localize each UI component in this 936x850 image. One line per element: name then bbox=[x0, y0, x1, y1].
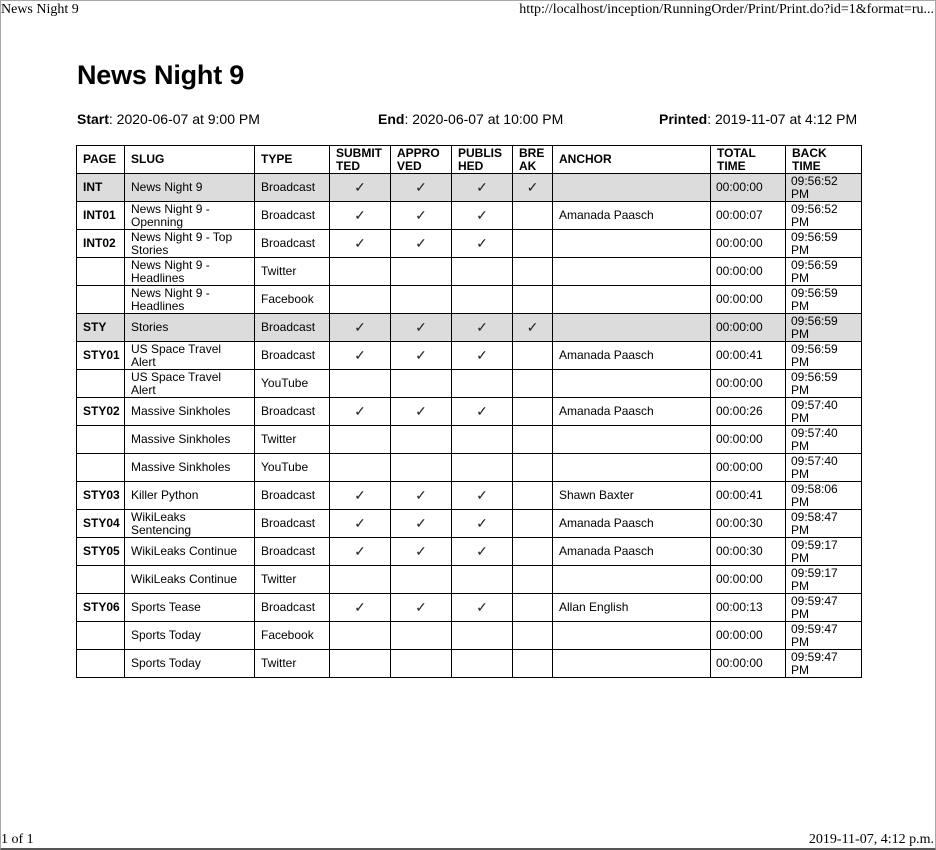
slug-cell: Massive Sinkholes bbox=[125, 398, 255, 426]
type-cell: Twitter bbox=[255, 566, 330, 594]
segment-row bbox=[77, 174, 862, 202]
total-time-cell: 00:00:00 bbox=[711, 286, 786, 314]
total-time-cell: 00:00:00 bbox=[711, 622, 786, 650]
approved-cell bbox=[391, 286, 452, 314]
table-row bbox=[77, 202, 862, 230]
running-order-table bbox=[76, 145, 862, 678]
submitted-cell bbox=[330, 454, 391, 482]
checkmark-icon: ✓ bbox=[354, 179, 366, 195]
approved-cell bbox=[391, 622, 452, 650]
type-cell: Broadcast bbox=[255, 482, 330, 510]
back-time-cell: 09:56:59 PM bbox=[786, 286, 862, 314]
anchor-cell bbox=[553, 622, 711, 650]
checkmark-icon: ✓ bbox=[526, 319, 539, 335]
published-cell bbox=[452, 398, 513, 426]
break-cell bbox=[513, 286, 553, 314]
col-slug-header: SLUG bbox=[125, 146, 255, 174]
type-cell: Broadcast bbox=[255, 174, 330, 202]
published-cell bbox=[452, 230, 513, 258]
checkmark-icon: ✓ bbox=[476, 543, 488, 559]
checkmark-icon: ✓ bbox=[354, 207, 366, 223]
page-cell: STY05 bbox=[77, 538, 125, 566]
break-cell bbox=[513, 258, 553, 286]
checkmark-icon: ✓ bbox=[354, 543, 366, 559]
slug-cell: US Space Travel Alert bbox=[125, 370, 255, 398]
col-published-header: PUBLIS HED bbox=[452, 146, 513, 174]
checkmark-icon: ✓ bbox=[354, 487, 366, 503]
checkmark-icon: ✓ bbox=[526, 179, 539, 195]
page-cell bbox=[77, 370, 125, 398]
col-page-header: PAGE bbox=[77, 146, 125, 174]
table-row bbox=[77, 538, 862, 566]
slug-cell: Massive Sinkholes bbox=[125, 426, 255, 454]
submitted-cell bbox=[330, 230, 391, 258]
total-time-cell: 00:00:00 bbox=[711, 258, 786, 286]
page-cell: STY bbox=[77, 314, 125, 342]
checkmark-icon: ✓ bbox=[354, 515, 366, 531]
table-row bbox=[77, 482, 862, 510]
anchor-cell bbox=[553, 286, 711, 314]
col-anchor-header: ANCHOR bbox=[553, 146, 711, 174]
print-footer-datetime: 2019-11-07, 4:12 p.m. bbox=[808, 832, 934, 847]
total-time-cell: 00:00:41 bbox=[711, 342, 786, 370]
approved-cell bbox=[391, 202, 452, 230]
page-cell bbox=[77, 622, 125, 650]
published-cell bbox=[452, 370, 513, 398]
printed-label: Printed bbox=[659, 111, 708, 127]
approved-cell bbox=[391, 454, 452, 482]
checkmark-icon: ✓ bbox=[476, 235, 488, 251]
back-time-cell: 09:59:47 PM bbox=[786, 594, 862, 622]
table-row bbox=[77, 454, 862, 482]
submitted-cell bbox=[330, 286, 391, 314]
back-time-cell: 09:57:40 PM bbox=[786, 426, 862, 454]
break-cell bbox=[513, 174, 553, 202]
back-time-cell: 09:56:59 PM bbox=[786, 258, 862, 286]
page-cell: STY01 bbox=[77, 342, 125, 370]
approved-cell bbox=[391, 230, 452, 258]
published-cell bbox=[452, 314, 513, 342]
type-cell: YouTube bbox=[255, 454, 330, 482]
page-cell: STY02 bbox=[77, 398, 125, 426]
col-type-header: TYPE bbox=[255, 146, 330, 174]
page-cell: STY06 bbox=[77, 594, 125, 622]
total-time-cell: 00:00:00 bbox=[711, 650, 786, 678]
break-cell bbox=[513, 342, 553, 370]
break-cell bbox=[513, 314, 553, 342]
checkmark-icon: ✓ bbox=[354, 599, 366, 615]
type-cell: YouTube bbox=[255, 370, 330, 398]
end-label: End bbox=[378, 111, 405, 127]
table-row bbox=[77, 510, 862, 538]
checkmark-icon: ✓ bbox=[415, 235, 427, 251]
checkmark-icon: ✓ bbox=[415, 543, 427, 559]
back-time-cell: 09:56:59 PM bbox=[786, 370, 862, 398]
checkmark-icon: ✓ bbox=[354, 403, 366, 419]
col-submitted-header: SUBMIT TED bbox=[330, 146, 391, 174]
anchor-cell: Amanada Paasch bbox=[553, 510, 711, 538]
published-cell bbox=[452, 342, 513, 370]
back-time-cell: 09:58:06 PM bbox=[786, 482, 862, 510]
approved-cell bbox=[391, 538, 452, 566]
slug-cell: News Night 9 - Headlines bbox=[125, 286, 255, 314]
slug-cell: Massive Sinkholes bbox=[125, 454, 255, 482]
break-cell bbox=[513, 426, 553, 454]
checkmark-icon: ✓ bbox=[476, 347, 488, 363]
anchor-cell bbox=[553, 258, 711, 286]
anchor-cell bbox=[553, 566, 711, 594]
anchor-cell bbox=[553, 454, 711, 482]
checkmark-icon: ✓ bbox=[415, 403, 427, 419]
type-cell: Facebook bbox=[255, 622, 330, 650]
slug-cell: US Space Travel Alert bbox=[125, 342, 255, 370]
slug-cell: News Night 9 bbox=[125, 174, 255, 202]
type-cell: Twitter bbox=[255, 650, 330, 678]
back-time-cell: 09:59:17 PM bbox=[786, 566, 862, 594]
checkmark-icon: ✓ bbox=[415, 319, 427, 335]
break-cell bbox=[513, 230, 553, 258]
anchor-cell: Allan English bbox=[553, 594, 711, 622]
slug-cell: News Night 9 - Headlines bbox=[125, 258, 255, 286]
total-time-cell: 00:00:41 bbox=[711, 482, 786, 510]
page-title: News Night 9 bbox=[77, 60, 245, 90]
slug-cell: Sports Today bbox=[125, 622, 255, 650]
break-cell bbox=[513, 566, 553, 594]
published-cell bbox=[452, 174, 513, 202]
anchor-cell bbox=[553, 314, 711, 342]
type-cell: Broadcast bbox=[255, 230, 330, 258]
page-cell: INT bbox=[77, 174, 125, 202]
published-cell bbox=[452, 650, 513, 678]
col-approved-header: APPRO VED bbox=[391, 146, 452, 174]
total-time-cell: 00:00:13 bbox=[711, 594, 786, 622]
checkmark-icon: ✓ bbox=[476, 515, 488, 531]
page-cell bbox=[77, 454, 125, 482]
page-cell: STY03 bbox=[77, 482, 125, 510]
checkmark-icon: ✓ bbox=[354, 319, 366, 335]
back-time-cell: 09:57:40 PM bbox=[786, 454, 862, 482]
table-header-row bbox=[77, 146, 862, 174]
approved-cell bbox=[391, 594, 452, 622]
page-cell bbox=[77, 286, 125, 314]
checkmark-icon: ✓ bbox=[476, 179, 488, 195]
approved-cell bbox=[391, 482, 452, 510]
checkmark-icon: ✓ bbox=[476, 403, 488, 419]
published-cell bbox=[452, 482, 513, 510]
published-cell bbox=[452, 454, 513, 482]
slug-cell: WikiLeaks Continue bbox=[125, 566, 255, 594]
slug-cell: WikiLeaks Continue bbox=[125, 538, 255, 566]
printed-value: : 2019-11-07 at 4:12 PM bbox=[707, 111, 858, 127]
break-cell bbox=[513, 510, 553, 538]
table-row bbox=[77, 258, 862, 286]
col-back-time-header: BACK TIME bbox=[786, 146, 862, 174]
published-cell bbox=[452, 538, 513, 566]
checkmark-icon: ✓ bbox=[415, 179, 427, 195]
table-row bbox=[77, 622, 862, 650]
table-row bbox=[77, 566, 862, 594]
total-time-cell: 00:00:00 bbox=[711, 454, 786, 482]
anchor-cell bbox=[553, 174, 711, 202]
approved-cell bbox=[391, 650, 452, 678]
back-time-cell: 09:56:59 PM bbox=[786, 230, 862, 258]
break-cell bbox=[513, 538, 553, 566]
total-time-cell: 00:00:07 bbox=[711, 202, 786, 230]
anchor-cell: Amanada Paasch bbox=[553, 398, 711, 426]
back-time-cell: 09:56:59 PM bbox=[786, 342, 862, 370]
table-body bbox=[77, 174, 862, 678]
slug-cell: Sports Today bbox=[125, 650, 255, 678]
back-time-cell: 09:59:17 PM bbox=[786, 538, 862, 566]
checkmark-icon: ✓ bbox=[415, 515, 427, 531]
page-cell: INT01 bbox=[77, 202, 125, 230]
print-footer-page: 1 of 1 bbox=[1, 832, 34, 847]
start-value: : 2020-06-07 at 9:00 PM bbox=[108, 111, 260, 127]
published-cell bbox=[452, 426, 513, 454]
total-time-cell: 00:00:00 bbox=[711, 230, 786, 258]
submitted-cell bbox=[330, 650, 391, 678]
checkmark-icon: ✓ bbox=[476, 319, 488, 335]
submitted-cell bbox=[330, 426, 391, 454]
type-cell: Broadcast bbox=[255, 202, 330, 230]
checkmark-icon: ✓ bbox=[415, 347, 427, 363]
total-time-cell: 00:00:00 bbox=[711, 426, 786, 454]
anchor-cell bbox=[553, 650, 711, 678]
total-time-cell: 00:00:00 bbox=[711, 566, 786, 594]
printed-info bbox=[659, 111, 857, 127]
submitted-cell bbox=[330, 398, 391, 426]
type-cell: Broadcast bbox=[255, 342, 330, 370]
type-cell: Twitter bbox=[255, 426, 330, 454]
checkmark-icon: ✓ bbox=[415, 487, 427, 503]
break-cell bbox=[513, 202, 553, 230]
total-time-cell: 00:00:00 bbox=[711, 370, 786, 398]
published-cell bbox=[452, 286, 513, 314]
approved-cell bbox=[391, 398, 452, 426]
table-row bbox=[77, 426, 862, 454]
end-info bbox=[378, 111, 563, 127]
published-cell bbox=[452, 622, 513, 650]
submitted-cell bbox=[330, 342, 391, 370]
checkmark-icon: ✓ bbox=[415, 207, 427, 223]
slug-cell: News Night 9 - Openning bbox=[125, 202, 255, 230]
col-total-time-header: TOTAL TIME bbox=[711, 146, 786, 174]
type-cell: Broadcast bbox=[255, 594, 330, 622]
type-cell: Broadcast bbox=[255, 510, 330, 538]
table-row bbox=[77, 650, 862, 678]
approved-cell bbox=[391, 566, 452, 594]
table-row bbox=[77, 230, 862, 258]
total-time-cell: 00:00:00 bbox=[711, 174, 786, 202]
back-time-cell: 09:56:59 PM bbox=[786, 314, 862, 342]
anchor-cell: Amanada Paasch bbox=[553, 342, 711, 370]
approved-cell bbox=[391, 370, 452, 398]
approved-cell bbox=[391, 314, 452, 342]
page-cell: STY04 bbox=[77, 510, 125, 538]
break-cell bbox=[513, 370, 553, 398]
anchor-cell: Shawn Baxter bbox=[553, 482, 711, 510]
total-time-cell: 00:00:30 bbox=[711, 510, 786, 538]
approved-cell bbox=[391, 258, 452, 286]
break-cell bbox=[513, 398, 553, 426]
slug-cell: WikiLeaks Sentencing bbox=[125, 510, 255, 538]
slug-cell: Killer Python bbox=[125, 482, 255, 510]
checkmark-icon: ✓ bbox=[354, 347, 366, 363]
type-cell: Twitter bbox=[255, 258, 330, 286]
slug-cell: Stories bbox=[125, 314, 255, 342]
page-cell bbox=[77, 566, 125, 594]
type-cell: Facebook bbox=[255, 286, 330, 314]
approved-cell bbox=[391, 174, 452, 202]
anchor-cell bbox=[553, 426, 711, 454]
total-time-cell: 00:00:30 bbox=[711, 538, 786, 566]
type-cell: Broadcast bbox=[255, 314, 330, 342]
page-cell: INT02 bbox=[77, 230, 125, 258]
approved-cell bbox=[391, 342, 452, 370]
break-cell bbox=[513, 650, 553, 678]
start-info bbox=[77, 111, 260, 127]
table-row bbox=[77, 398, 862, 426]
back-time-cell: 09:59:47 PM bbox=[786, 622, 862, 650]
segment-row bbox=[77, 314, 862, 342]
type-cell: Broadcast bbox=[255, 538, 330, 566]
break-cell bbox=[513, 454, 553, 482]
checkmark-icon: ✓ bbox=[476, 207, 488, 223]
submitted-cell bbox=[330, 594, 391, 622]
submitted-cell bbox=[330, 482, 391, 510]
break-cell bbox=[513, 482, 553, 510]
page-cell bbox=[77, 650, 125, 678]
published-cell bbox=[452, 510, 513, 538]
submitted-cell bbox=[330, 202, 391, 230]
start-label: Start bbox=[77, 111, 109, 127]
end-value: : 2020-06-07 at 10:00 PM bbox=[404, 111, 564, 127]
approved-cell bbox=[391, 426, 452, 454]
slug-cell: Sports Tease bbox=[125, 594, 255, 622]
checkmark-icon: ✓ bbox=[476, 487, 488, 503]
back-time-cell: 09:59:47 PM bbox=[786, 650, 862, 678]
back-time-cell: 09:57:40 PM bbox=[786, 398, 862, 426]
anchor-cell bbox=[553, 230, 711, 258]
checkmark-icon: ✓ bbox=[476, 599, 488, 615]
published-cell bbox=[452, 202, 513, 230]
submitted-cell bbox=[330, 258, 391, 286]
checkmark-icon: ✓ bbox=[415, 599, 427, 615]
published-cell bbox=[452, 258, 513, 286]
anchor-cell: Amanada Paasch bbox=[553, 202, 711, 230]
back-time-cell: 09:56:52 PM bbox=[786, 174, 862, 202]
checkmark-icon: ✓ bbox=[354, 235, 366, 251]
total-time-cell: 00:00:00 bbox=[711, 314, 786, 342]
page-cell bbox=[77, 426, 125, 454]
submitted-cell bbox=[330, 510, 391, 538]
submitted-cell bbox=[330, 174, 391, 202]
total-time-cell: 00:00:26 bbox=[711, 398, 786, 426]
published-cell bbox=[452, 594, 513, 622]
slug-cell: News Night 9 - Top Stories bbox=[125, 230, 255, 258]
table-row bbox=[77, 286, 862, 314]
break-cell bbox=[513, 622, 553, 650]
submitted-cell bbox=[330, 538, 391, 566]
table-row bbox=[77, 370, 862, 398]
col-break-header: BRE AK bbox=[513, 146, 553, 174]
type-cell: Broadcast bbox=[255, 398, 330, 426]
back-time-cell: 09:56:52 PM bbox=[786, 202, 862, 230]
table-row bbox=[77, 594, 862, 622]
page-cell bbox=[77, 258, 125, 286]
anchor-cell: Amanada Paasch bbox=[553, 538, 711, 566]
submitted-cell bbox=[330, 314, 391, 342]
submitted-cell bbox=[330, 622, 391, 650]
submitted-cell bbox=[330, 566, 391, 594]
print-header-url: http://localhost/inception/RunningOrder/Print/Print.do?id=1&format=ru... bbox=[519, 2, 934, 17]
table-row bbox=[77, 342, 862, 370]
print-header-title: News Night 9 bbox=[1, 2, 79, 17]
approved-cell bbox=[391, 510, 452, 538]
break-cell bbox=[513, 594, 553, 622]
submitted-cell bbox=[330, 370, 391, 398]
published-cell bbox=[452, 566, 513, 594]
anchor-cell bbox=[553, 370, 711, 398]
back-time-cell: 09:58:47 PM bbox=[786, 510, 862, 538]
